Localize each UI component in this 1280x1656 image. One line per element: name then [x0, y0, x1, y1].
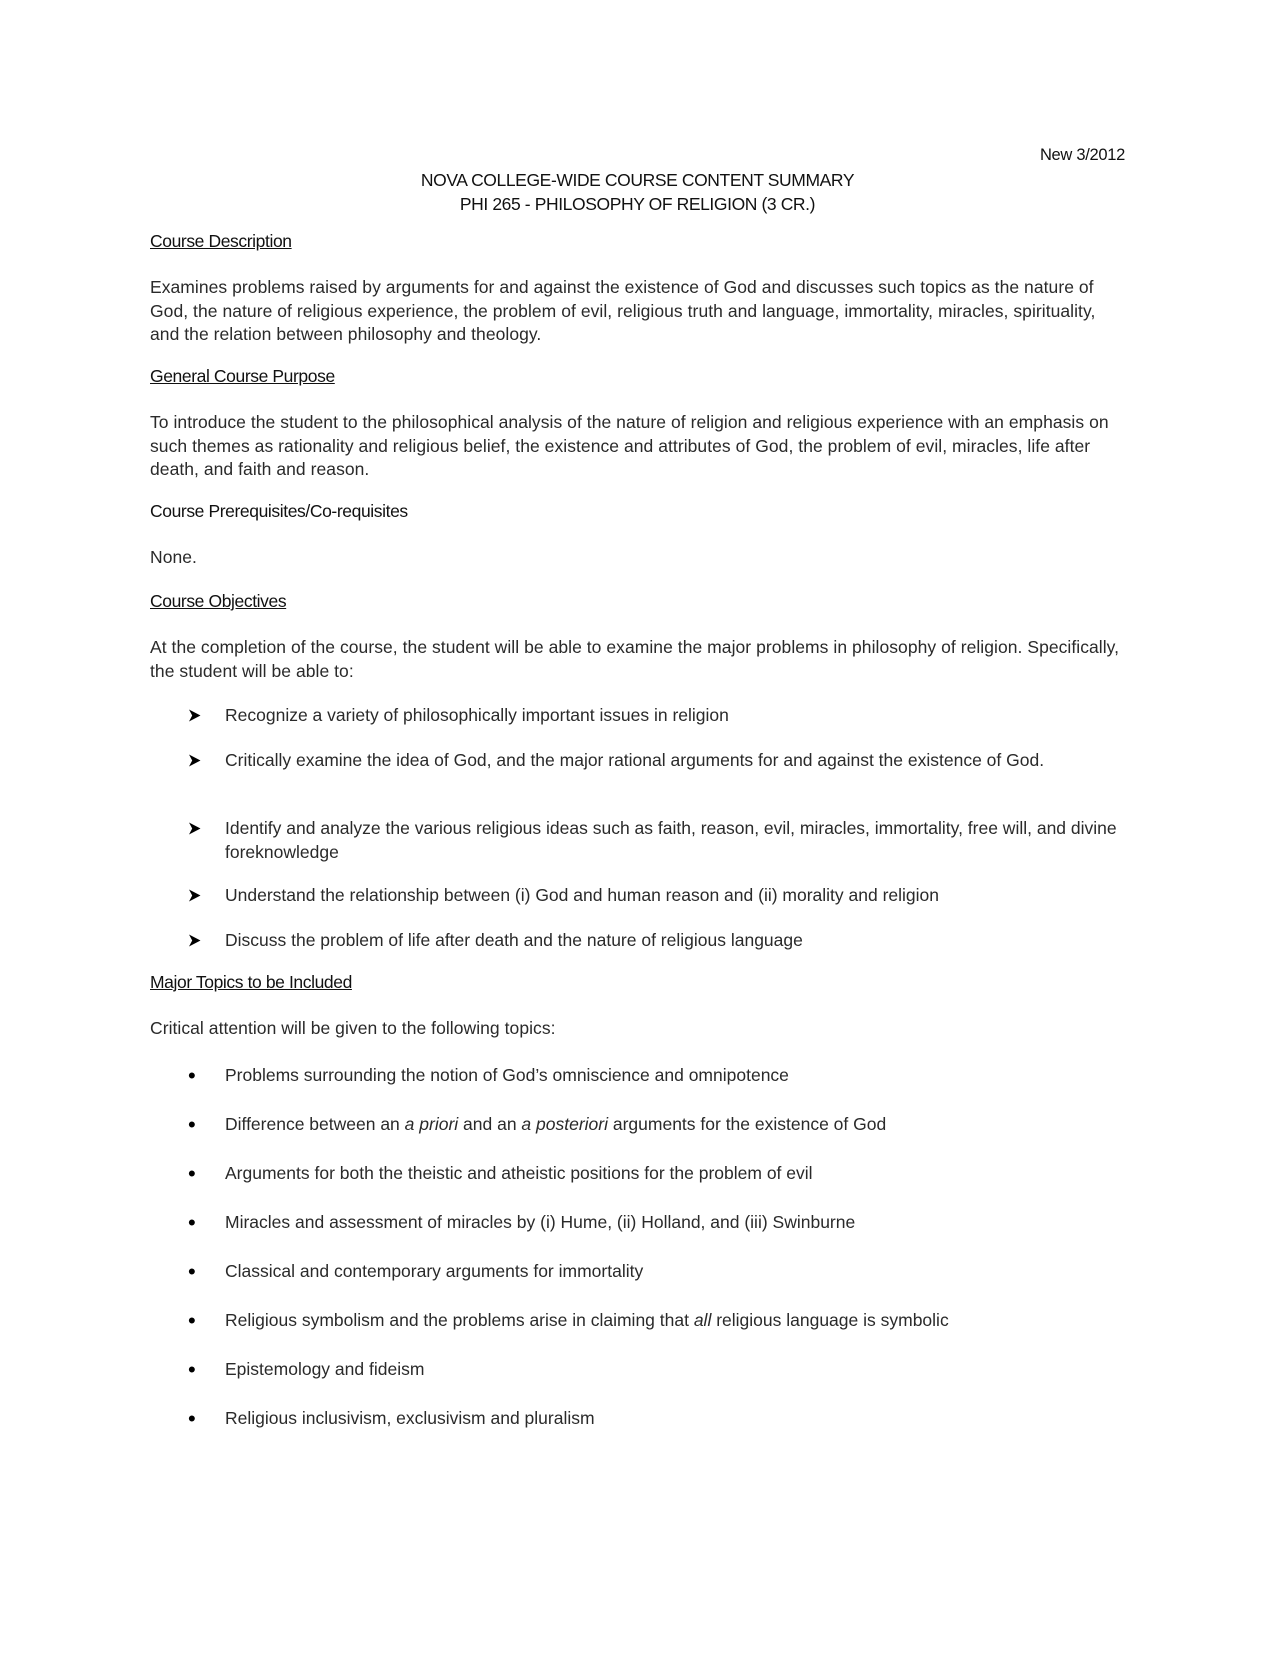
- topic-text-part: religious language is symbolic: [711, 1310, 949, 1330]
- topic-text: Miracles and assessment of miracles by (i) Hume, (ii) Holland, and (iii) Swinburne: [225, 1212, 856, 1232]
- topic-italic-term: a posteriori: [521, 1114, 608, 1134]
- topic-text-part: Religious symbolism and the problems arise in claiming that: [225, 1310, 694, 1330]
- objective-text: Identify and analyze the various religious ideas such as faith, reason, evil, miracles, immortality, free will, and divine foreknowledge: [225, 818, 1117, 862]
- topic-text: Arguments for both the theistic and atheistic positions for the problem of evil: [225, 1163, 813, 1183]
- list-item: [188, 884, 1125, 908]
- objectives-heading: Course Objectives: [150, 591, 287, 611]
- arrow-bullet-icon: [188, 704, 208, 722]
- topics-intro: Critical attention will be given to the following topics:: [150, 1018, 556, 1038]
- general-purpose-heading: General Course Purpose: [150, 366, 335, 386]
- topics-heading: Major Topics to be Included: [150, 972, 352, 992]
- topic-text: [225, 1113, 1125, 1137]
- objective-text: Discuss the problem of life after death and the nature of religious language: [225, 930, 803, 950]
- topic-text: Classical and contemporary arguments for immortality: [225, 1261, 644, 1281]
- bullet-dot-icon: •: [188, 1112, 196, 1137]
- topic-text: Religious inclusivism, exclusivism and pluralism: [225, 1408, 595, 1428]
- list-item: [188, 1309, 1125, 1333]
- arrow-bullet-icon: [188, 929, 208, 947]
- bullet-dot-icon: •: [188, 1259, 196, 1284]
- list-item: [188, 749, 1125, 773]
- course-description-text: Examines problems raised by arguments for and against the existence of God and discusses such topics as the nature of God, the nature of religious experience, the problem of evil, religious truth and language, immortality, miracles, spirituality, and the relation between philosophy and theology.: [150, 277, 1096, 344]
- list-item: [188, 1162, 1125, 1186]
- list-item: [188, 817, 1125, 864]
- list-item: [188, 704, 1125, 728]
- arrow-bullet-icon: [188, 817, 208, 835]
- list-item: [188, 1064, 1125, 1088]
- list-item: [188, 1407, 1125, 1431]
- objective-text: Recognize a variety of philosophically important issues in religion: [225, 705, 729, 725]
- course-description-heading: Course Description: [150, 231, 292, 251]
- objective-text: Understand the relationship between (i) God and human reason and (ii) morality and religion: [225, 885, 940, 905]
- list-item: [188, 1260, 1125, 1284]
- list-item: [188, 1211, 1125, 1235]
- topic-text-part: and an: [458, 1114, 522, 1134]
- document-title: [150, 168, 1125, 216]
- arrow-bullet-icon: [188, 884, 208, 902]
- topic-italic-term: a priori: [404, 1114, 459, 1134]
- topic-text-part: arguments for the existence of God: [608, 1114, 887, 1134]
- bullet-dot-icon: •: [188, 1406, 196, 1431]
- bullet-dot-icon: •: [188, 1308, 196, 1333]
- bullet-dot-icon: •: [188, 1210, 196, 1235]
- list-item: [188, 929, 1125, 953]
- objectives-intro: At the completion of the course, the student will be able to examine the major problems in philosophy of religion. Specifically, the student will be able to:: [150, 637, 1120, 681]
- topic-text: Problems surrounding the notion of God’s omniscience and omnipotence: [225, 1065, 789, 1085]
- prerequisites-heading: Course Prerequisites/Co-requisites: [150, 501, 408, 521]
- title-line-1: NOVA COLLEGE-WIDE COURSE CONTENT SUMMARY: [420, 170, 855, 190]
- topic-text: [225, 1309, 1125, 1333]
- topic-italic-term: all: [693, 1310, 712, 1330]
- arrow-bullet-icon: [188, 749, 208, 767]
- bullet-dot-icon: •: [188, 1161, 196, 1186]
- bullet-dot-icon: •: [188, 1357, 196, 1382]
- topic-text: Epistemology and fideism: [225, 1359, 425, 1379]
- title-line-2: PHI 265 - PHILOSOPHY OF RELIGION (3 CR.): [459, 194, 816, 214]
- list-item: [188, 1113, 1125, 1137]
- objective-text: Critically examine the idea of God, and the major rational arguments for and against the existence of God.: [225, 750, 1045, 770]
- prerequisites-text: None.: [150, 547, 197, 567]
- revision-date: New 3/2012: [1039, 146, 1125, 164]
- bullet-dot-icon: •: [188, 1063, 196, 1088]
- general-purpose-text: To introduce the student to the philosophical analysis of the nature of religion and religious experience with an emphasis on such themes as rationality and religious belief, the existence and attributes of God, the problem of evil, miracles, life after death, and faith and reason.: [150, 412, 1109, 479]
- topic-text-part: Difference between an: [225, 1114, 405, 1134]
- list-item: [188, 1358, 1125, 1382]
